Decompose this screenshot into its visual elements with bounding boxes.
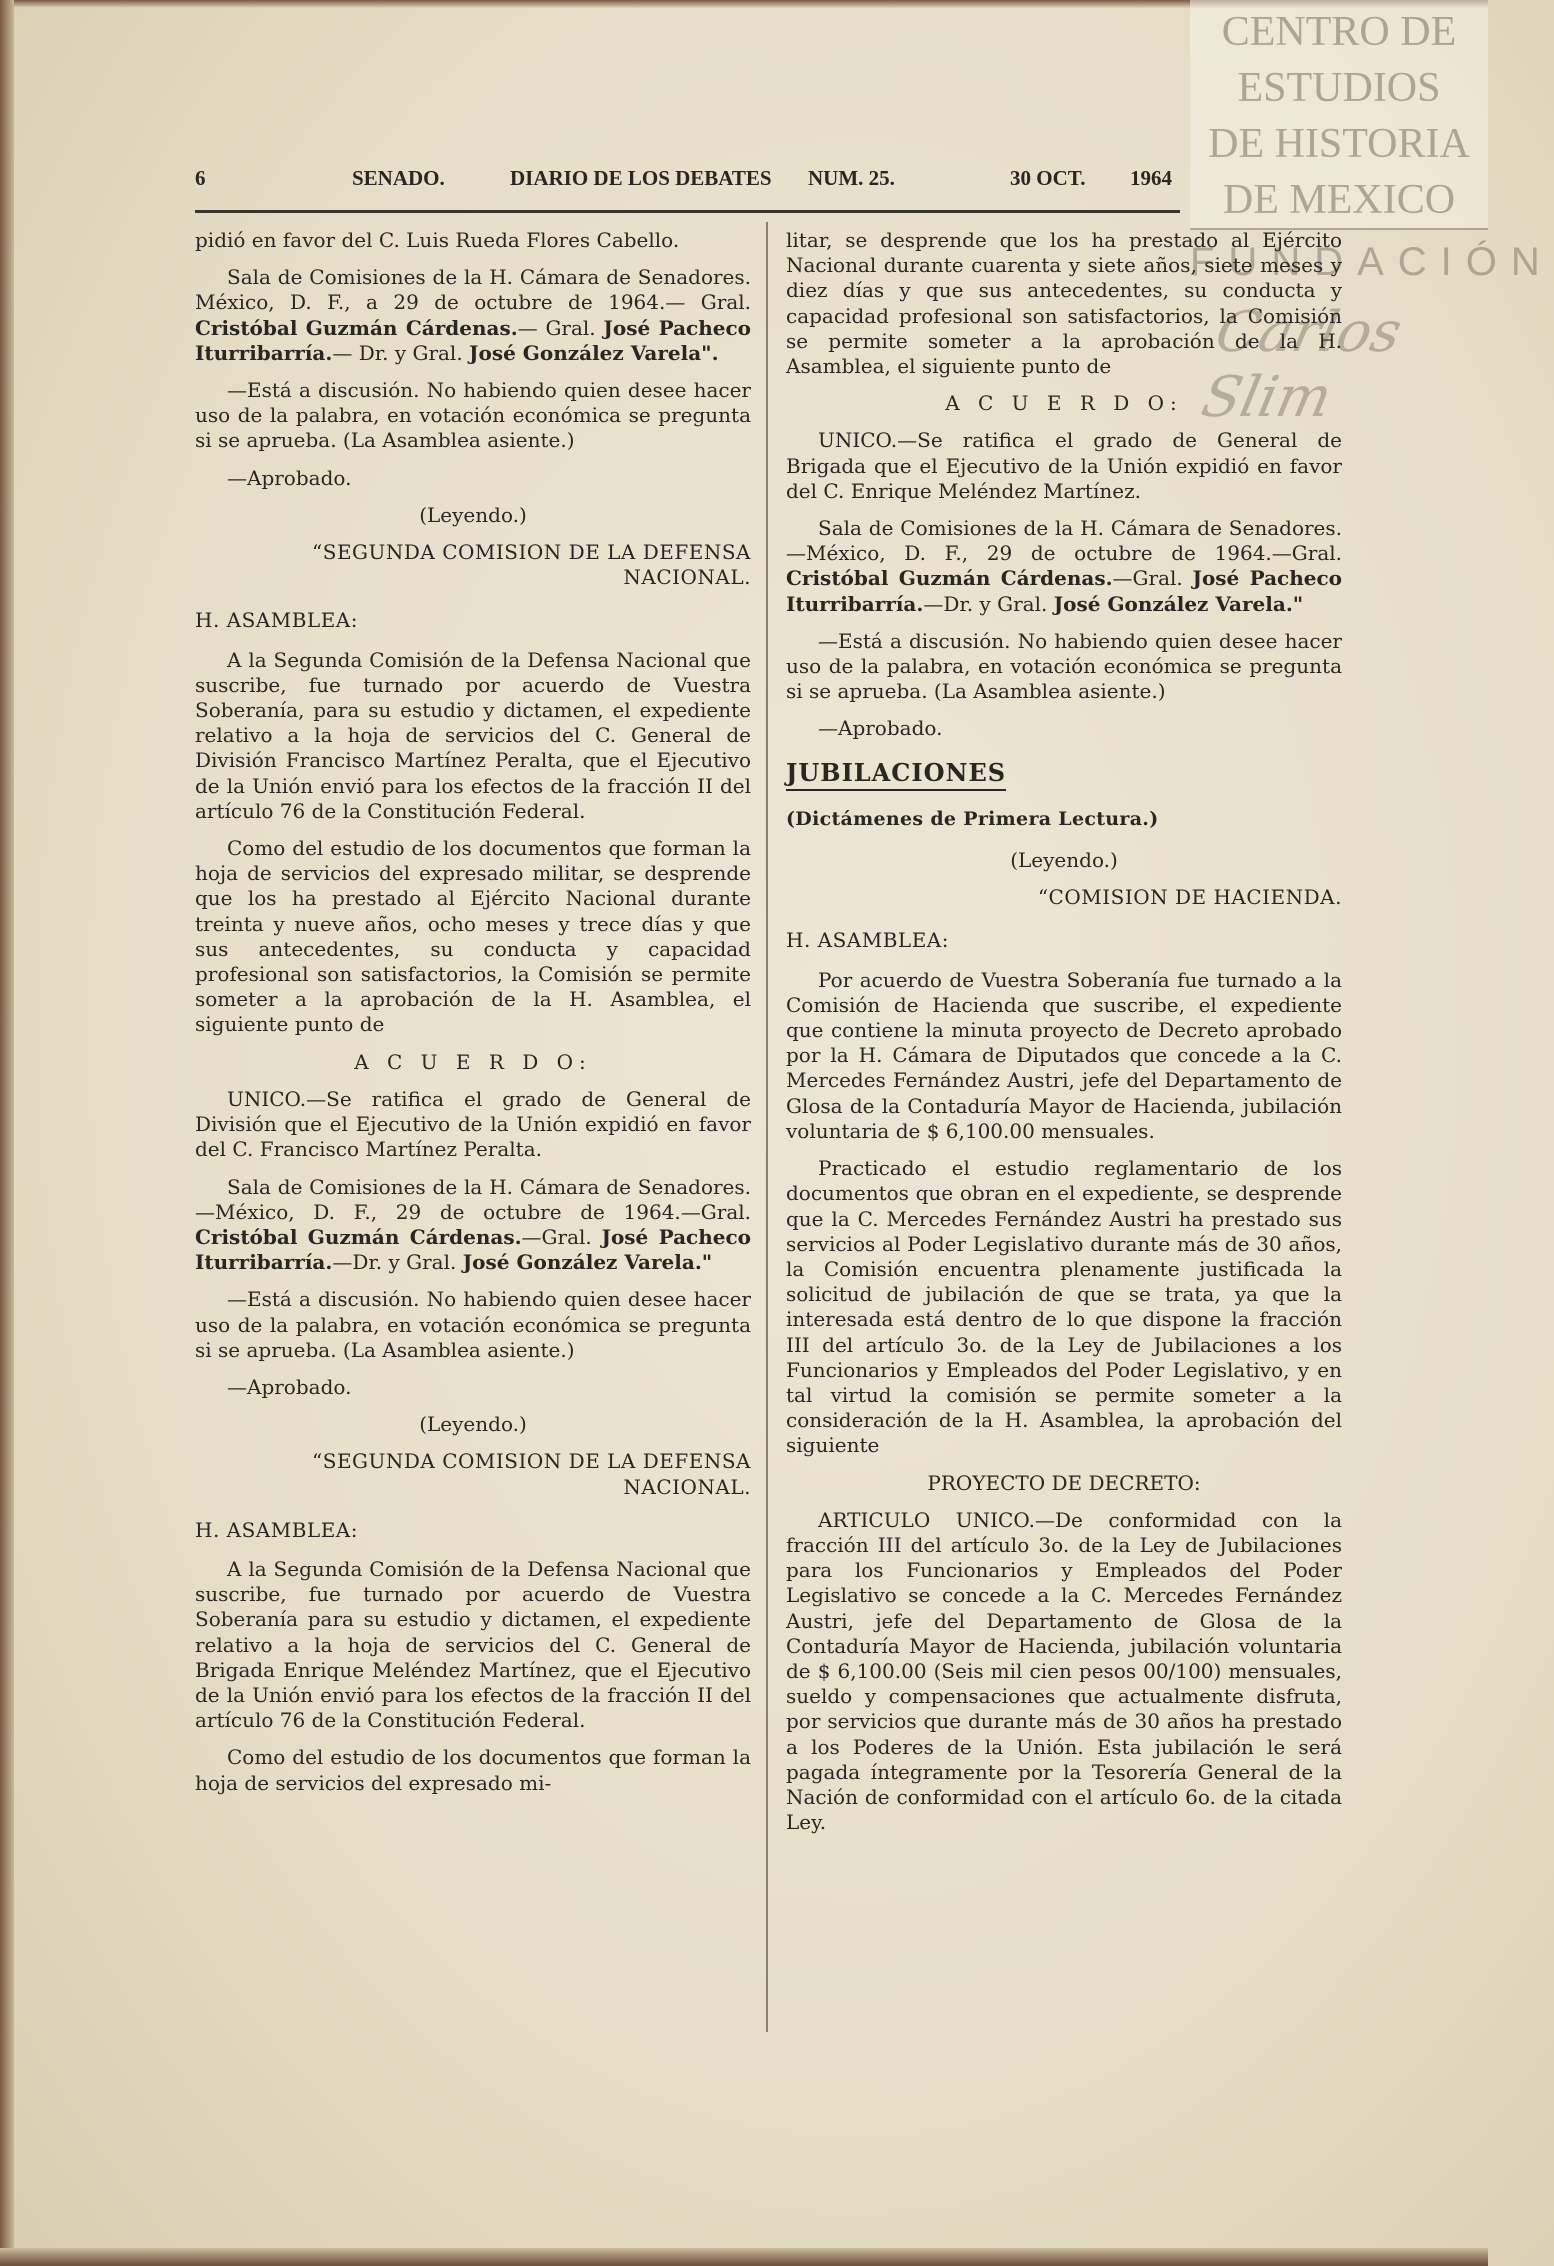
page-bottom-edge	[0, 2248, 1488, 2266]
text-segment: —Dr. y Gral.	[332, 1250, 463, 1275]
header-rule	[195, 210, 1180, 213]
paragraph: Practicado el estudio reglamentario de los documentos que obran en el expediente, se desprende que la C. Mercedes Fernández Austri ha prestado sus servicios al Poder Legislativo durante más de 30 años, la Comisión encuentra plenamente justificada la solicitud de jubilación de que se trata, ya que la interesada está dentro de lo que dispone la fracción III del artículo 3o. de la Ley de Jubilaciones a los Funcionarios y Empleados del Poder Legislativo, y en tal virtud la comisión se permite someter a la consideración de la H. Asamblea, la aprobación del siguiente	[786, 1156, 1342, 1458]
page-left-edge	[0, 0, 14, 2266]
paragraph: A la Segunda Comisión de la Defensa Nacional que suscribe, fue turnado por acuerdo de Vuestra Soberanía, para su estudio y dictamen, el expediente relativo a la hoja de servicios del C. General de División Francisco Martínez Peralta, que el Ejecutivo de la Unión envió para los efectos de la fracción II del artículo 76 de la Constitución Federal.	[195, 647, 751, 823]
header-publication: DIARIO DE LOS DEBATES	[510, 166, 772, 190]
watermark-line: ESTUDIOS	[1237, 65, 1441, 111]
paragraph	[195, 1175, 751, 1276]
watermark-line: DE HISTORIA	[1208, 121, 1470, 167]
signatory-name: José Pacheco Iturribarría.	[786, 566, 1343, 616]
watermark-text	[1190, 4, 1488, 228]
paragraph: UNICO.—Se ratifica el grado de General de División que el Ejecutivo de la Unión expidió en favor del C. Francisco Martínez Peralta.	[195, 1086, 751, 1162]
signatory-name: Cristóbal Guzmán Cárdenas.	[195, 1224, 522, 1249]
signatory-name: José González Varela."	[1053, 591, 1304, 616]
right-column	[786, 228, 1342, 1847]
signatory-name: José Pacheco Iturribarría.	[195, 315, 752, 365]
header-issue: NUM. 25.	[808, 166, 895, 190]
signatory-name: José Pacheco Iturribarría.	[195, 1224, 752, 1275]
centered-line: (Leyendo.)	[419, 502, 527, 527]
watermark-line: CENTRO DE	[1221, 9, 1457, 55]
header-section: SENADO.	[352, 166, 445, 190]
paragraph: —Aprobado.	[818, 716, 943, 741]
acuerdo-heading: A C U E R D O:	[354, 1049, 592, 1074]
header-date: 30 OCT.	[1010, 166, 1086, 190]
text-segment: Sala de Comisiones de la H. Cámara de Senadores.—México, D. F., 29 de octubre de 1964.—Gral.	[195, 1174, 751, 1224]
salutation: H. ASAMBLEA:	[195, 1517, 358, 1542]
salutation: H. ASAMBLEA:	[195, 608, 358, 633]
column-divider	[766, 222, 768, 2032]
paragraph: Como del estudio de los documentos que forman la hoja de servicios del expresado militar, se desprende que los ha prestado al Ejército Nacional durante treinta y nueve años, ocho meses y trece días y que sus antecedentes, su conducta y capacidad profesional son satisfactorios, la Comisión se permite someter a la aprobación de la H. Asamblea, el siguiente punto de	[195, 836, 751, 1037]
acuerdo-heading: A C U E R D O:	[945, 391, 1183, 416]
paragraph: A la Segunda Comisión de la Defensa Nacional que suscribe, fue turnado por acuerdo de Vuestra Soberanía para su estudio y dictamen, el expediente relativo a la hoja de servicios del C. General de Brigada Enrique Meléndez Martínez, que el Ejecutivo de la Unión envió para los efectos de la fracción II del artículo 76 de la Constitución Federal.	[195, 1556, 751, 1733]
left-column	[195, 228, 751, 1808]
header-year: 1964	[1130, 166, 1172, 190]
salutation: H. ASAMBLEA:	[786, 928, 949, 953]
paragraph-continued: pidió en favor del C. Luis Rueda Flores Cabello.	[195, 228, 680, 252]
watermark-line: DE MEXICO	[1222, 177, 1456, 223]
paragraph: Por acuerdo de Vuestra Soberanía fue turnado a la Comisión de Hacienda que suscribe, el expediente que contiene la minuta proyecto de Decreto aprobado por la H. Cámara de Diputados que concede a la C. Mercedes Fernández Austri, jefe del Departamento de Glosa de la Contaduría Mayor de Hacienda, jubilación voluntaria de $ 6,100.00 mensuales.	[786, 967, 1342, 1143]
signatory-name: José González Varela".	[469, 340, 719, 365]
text-segment: —Gral.	[521, 1224, 602, 1249]
text-segment: Sala de Comisiones de la H. Cámara de Senadores. México, D. F., a 29 de octubre de 1964.— Gral.	[195, 265, 751, 315]
text-segment: — Gral.	[517, 315, 604, 340]
paragraph: —Está a discusión. No habiendo quien desee hacer uso de la palabra, en votación económica se pregunta si se aprueba. (La Asamblea asiente.)	[195, 378, 751, 453]
signatory-name: Cristóbal Guzmán Cárdenas.	[195, 315, 518, 340]
centered-line: (Leyendo.)	[1010, 848, 1118, 873]
centered-line: PROYECTO DE DECRETO:	[927, 1470, 1201, 1495]
paragraph-continued: litar, se desprende que los ha prestado al Ejército Nacional durante cuarenta y siete años, siete meses y diez días y que sus antecedentes, su conducta y capacidad profesional son satisfactorios, la Comisión se permite someter a la aprobación de la H. Asamblea, el siguiente punto de	[786, 228, 1342, 379]
commission-title: “SEGUNDA COMISION DE LA DEFENSA NACIONAL.	[312, 540, 751, 590]
text-segment: — Dr. y Gral.	[332, 340, 470, 365]
paragraph: ARTICULO UNICO.—De conformidad con la fracción III del artículo 3o. de la Ley de Jubilaciones para los Funcionarios y Empleados del Poder Legislativo se concede a la C. Mercedes Fernández Austri, jefe del Departamento de Glosa de la Contaduría Mayor de Hacienda, jubilación voluntaria de $ 6,100.00 (Seis mil cien pesos 00/100) mensuales, sueldo y compensaciones que actualmente disfruta, por servicios que durante más de 30 años ha prestado a los Poderes de la Unión. Esta jubilación le será pagada íntegramente por la Tesorería General de la Nación de conformidad con el artículo 6o. de la citada Ley.	[786, 1507, 1342, 1835]
text-segment: —Dr. y Gral.	[923, 591, 1054, 616]
commission-title: “SEGUNDA COMISION DE LA DEFENSA NACIONAL.	[312, 1449, 751, 1499]
commission-title: “COMISION DE HACIENDA.	[1037, 885, 1342, 910]
watermark-signature: Carlos Slim	[1196, 300, 1408, 430]
signatory-name: Cristóbal Guzmán Cárdenas.	[786, 566, 1113, 591]
paragraph: UNICO.—Se ratifica el grado de General de Brigada que el Ejecutivo de la Unión expidió en favor del C. Enrique Meléndez Martínez.	[786, 428, 1342, 503]
centered-line: (Leyendo.)	[419, 1412, 527, 1437]
paragraph: Como del estudio de los documentos que forman la hoja de servicios del expresado mi-	[195, 1745, 751, 1795]
paragraph: —Está a discusión. No habiendo quien desee hacer uso de la palabra, en votación económica se pregunta si se aprueba. (La Asamblea asiente.)	[786, 628, 1342, 704]
paragraph	[195, 265, 751, 366]
text-segment: —Gral.	[1112, 566, 1193, 591]
paragraph: —Aprobado.	[227, 1374, 352, 1399]
section-subheading: (Dictámenes de Primera Lectura.)	[786, 807, 1159, 830]
section-heading: JUBILACIONES	[786, 760, 1006, 791]
text-segment: Sala de Comisiones de la H. Cámara de Senadores.—México, D. F., 29 de octubre de 1964.—Gral.	[786, 516, 1342, 566]
signatory-name: José González Varela."	[462, 1250, 713, 1275]
paragraph: —Aprobado.	[227, 465, 352, 490]
watermark-fundacion: FUNDACIÓN	[1190, 240, 1554, 284]
page-number: 6	[195, 166, 206, 190]
paragraph: —Está a discusión. No habiendo quien desee hacer uso de la palabra, en votación económica se pregunta si se aprueba. (La Asamblea asiente.)	[195, 1287, 751, 1362]
paragraph	[786, 516, 1342, 617]
